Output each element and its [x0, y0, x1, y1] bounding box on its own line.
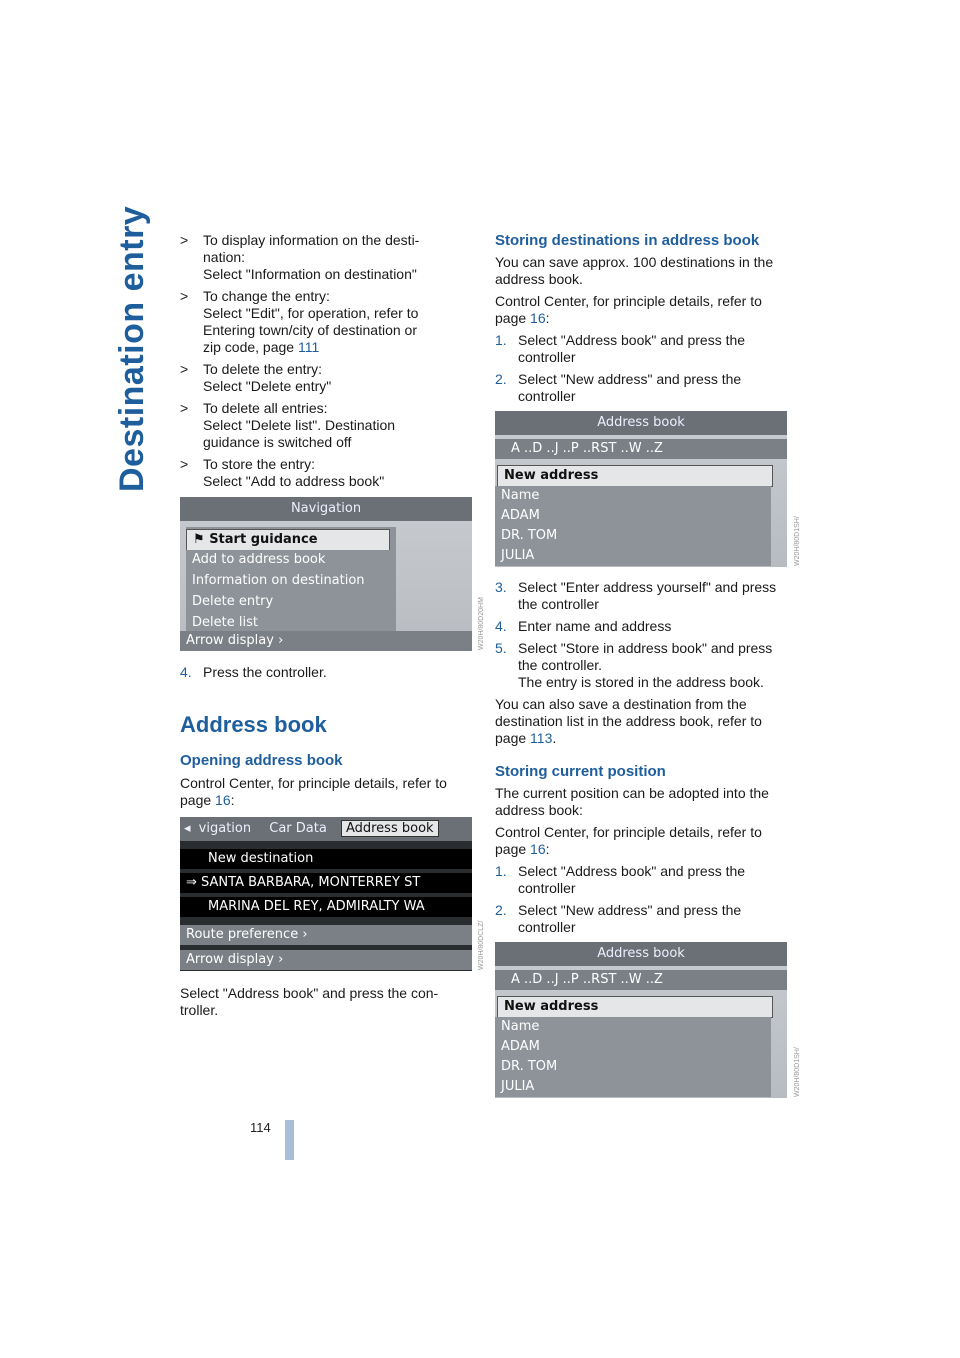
bullet-item: > To delete all entries: Select "Delete list". Destination guidance is switched off	[180, 400, 396, 450]
row-new-address[interactable]: New address	[497, 465, 773, 487]
alpha-bar[interactable]: A ..D ..J ..P ..RST ..W ..Z	[495, 439, 787, 459]
page-bar	[285, 1120, 294, 1160]
menu-add-to-address-book[interactable]: Add to address book	[186, 550, 390, 570]
right-block-b: 3. Select "Enter address yourself" and press the controller 4. Enter name and address 5. Select "Store in address book" and press the controller. The entry is stored in the address book. You can also save a destination from the destination list in the address book, refer to page 113.	[495, 579, 790, 752]
row-name[interactable]: Name	[495, 486, 771, 506]
page-link[interactable]: 16	[530, 310, 546, 326]
image-code: W20H/80D20HM	[478, 597, 485, 650]
row-santa-barbara[interactable]: ⇒ SANTA BARBARA, MONTERREY ST	[180, 873, 472, 893]
screen-header: Address book	[495, 942, 787, 966]
tabs-bar: ◂ vigation Car Data Address book	[180, 817, 472, 841]
page-link[interactable]: 16	[215, 792, 231, 808]
menu-information[interactable]: Information on destination	[186, 571, 390, 591]
bullet-item: > To change the entry: Select "Edit", for operation, refer to Entering town/city of destination or zip code, page 111	[180, 288, 419, 355]
row-arrow-display[interactable]: Arrow display ›	[180, 950, 472, 970]
page-link[interactable]: 111	[297, 339, 320, 355]
address-book-screenshot-2	[495, 942, 787, 1098]
row-julia[interactable]: JULIA	[495, 546, 771, 566]
row-dr-tom[interactable]: DR. TOM	[495, 526, 771, 546]
alpha-bar[interactable]: A ..D ..J ..P ..RST ..W ..Z	[495, 970, 787, 990]
tab-address-book[interactable]: Address book	[341, 820, 439, 837]
heading-address-book: Address book	[180, 712, 327, 737]
step-item: 2. Select "New address" and press the controller	[495, 902, 742, 935]
row-new-address[interactable]: New address	[497, 996, 773, 1018]
page-link[interactable]: 16	[530, 841, 546, 857]
row-name[interactable]: Name	[495, 1017, 771, 1037]
menu-arrow-display[interactable]: Arrow display ›	[180, 631, 472, 651]
menu-start-guidance[interactable]: ⚑ Start guidance	[186, 529, 390, 551]
bullet-item: > To store the entry: Select "Add to address book"	[180, 456, 385, 489]
page-number: 114	[250, 1120, 271, 1135]
menu-delete-entry[interactable]: Delete entry	[186, 592, 390, 612]
step-item: 2. Select "New address" and press the controller	[495, 371, 742, 404]
arrow-icon: ⇒	[186, 875, 202, 890]
heading-storing-destinations: Storing destinations in address book	[495, 232, 760, 249]
heading-opening-address-book: Opening address book	[180, 752, 343, 769]
step-item: 5. Select "Store in address book" and press the controller. The entry is stored in the address book.	[495, 640, 773, 690]
row-julia[interactable]: JULIA	[495, 1077, 771, 1097]
row-adam[interactable]: ADAM	[495, 1037, 771, 1057]
step-item: 1. Select "Address book" and press the controller	[495, 863, 746, 896]
step-4: 4. Press the controller.	[180, 664, 327, 680]
image-code: W20H/80D1SH/	[794, 516, 801, 566]
tab-car-data[interactable]: Car Data	[269, 821, 327, 836]
heading-storing-current-position: Storing current position	[495, 763, 666, 780]
right-block-c: The current position can be adopted into the address book: Control Center, for principle details, refer to page 16: 1. Select "Address book" and press the controller 2. Select "New address" and press the controller	[495, 785, 790, 941]
image-code: W20H/80DCLZ/	[478, 920, 485, 970]
step-item: 1. Select "Address book" and press the controller	[495, 332, 746, 365]
row-dr-tom[interactable]: DR. TOM	[495, 1057, 771, 1077]
navigation-menu-screenshot	[180, 497, 472, 651]
right-block-a: You can save approx. 100 destinations in the address book. Control Center, for principle details, refer to page 16: 1. Select "Address book" and press the controller 2. Select "New address" and press the controller	[495, 254, 790, 410]
bullet-item: > To display information on the desti- nation: Select "Information on destination"	[180, 232, 420, 282]
left-bullets	[180, 232, 470, 495]
row-route-preference[interactable]: Route preference ›	[180, 925, 472, 945]
menu-delete-list[interactable]: Delete list	[186, 613, 390, 633]
row-new-destination[interactable]: New destination	[180, 849, 472, 869]
step-item: 3. Select "Enter address yourself" and press the controller	[495, 579, 777, 612]
page-link[interactable]: 113	[530, 730, 553, 746]
bullet-item: > To delete the entry: Select "Delete entry"	[180, 361, 332, 394]
address-book-screenshot	[495, 411, 787, 567]
screen-header: Navigation	[180, 497, 472, 521]
row-marina-del-rey[interactable]: MARINA DEL REY, ADMIRALTY WA	[180, 897, 472, 917]
guidance-icon: ⚑	[193, 532, 210, 547]
image-code: W20H/80D1SH/	[794, 1047, 801, 1097]
tab-navigation[interactable]: vigation	[198, 821, 252, 836]
step-item: 4. Enter name and address	[495, 618, 672, 634]
screen-header: Address book	[495, 411, 787, 435]
select-paragraph: Select "Address book" and press the con-troller.	[180, 985, 439, 1018]
cc-paragraph: Control Center, for principle details, refer to page 16:	[180, 775, 447, 808]
control-center-screenshot	[180, 817, 472, 971]
section-title: Destination entry	[113, 205, 151, 492]
row-adam[interactable]: ADAM	[495, 506, 771, 526]
